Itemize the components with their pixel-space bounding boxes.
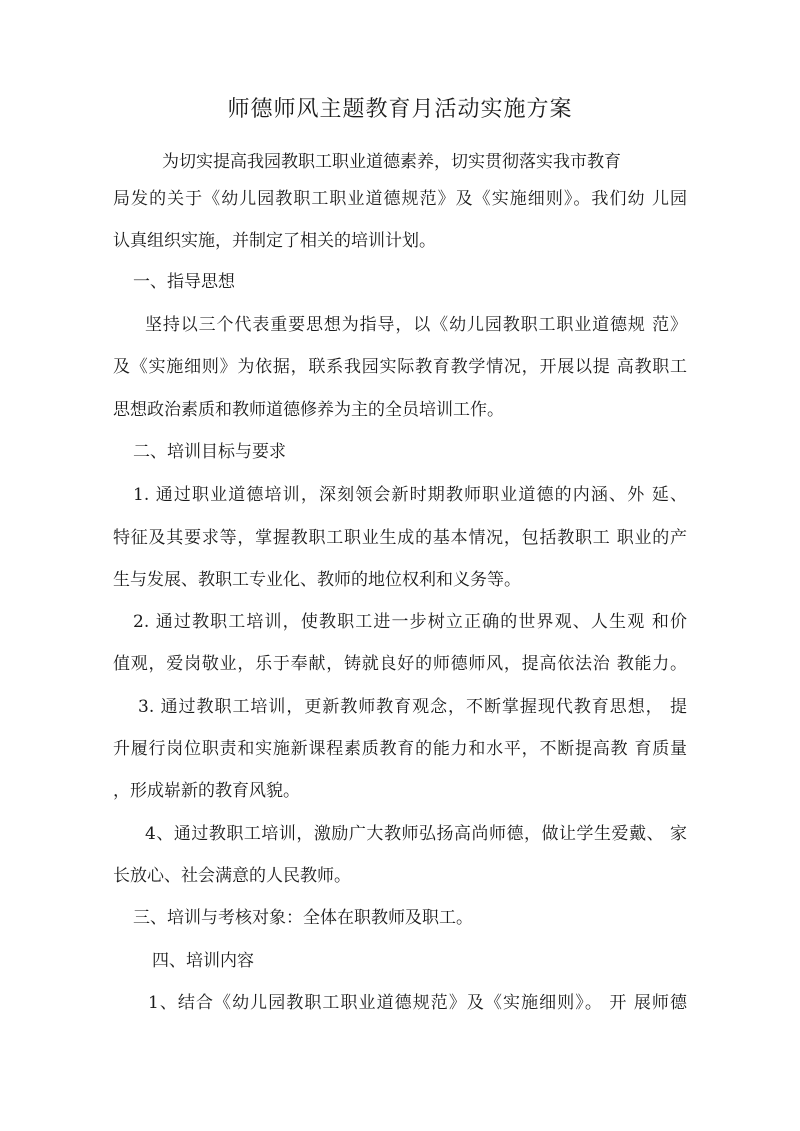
intro-line-1: 为切实提高我园教职工职业道德素养，切实贯彻落实我市教育 <box>162 152 621 172</box>
guiding-line-1: 坚持以三个代表重要思想为指导，以《幼儿园教职工职业道德规 范》 <box>145 315 687 335</box>
guiding-line-3: 思想政治素质和教师道德修养为主的全员培训工作。 <box>113 400 504 420</box>
goal-2-line-1: 2. 通过教职工培训，使教职工进一步树立正确的世界观、人生观 和价 <box>133 612 687 632</box>
goal-4-line-2: 长放心、社会满意的人民教师。 <box>113 866 351 886</box>
section-heading-training-goals: 二、培训目标与要求 <box>133 442 286 462</box>
document-title: 师德师风主题教育月活动实施方案 <box>227 97 573 122</box>
guiding-line-2: 及《实施细则》为依据，联系我园实际教育教学情况，开展以提 高教职工 <box>113 357 687 377</box>
intro-line-2: 局发的关于《幼儿园教职工职业道德规范》及《实施细则》。我们幼 儿园 <box>113 189 687 209</box>
goal-3-line-2: 升履行岗位职责和实施新课程素质教育的能力和水平，不断提高教 育质量 <box>113 739 687 759</box>
intro-line-3: 认真组织实施，并制定了相关的培训计划。 <box>113 231 436 251</box>
goal-2-line-2: 值观，爱岗敬业，乐于奉献，铸就良好的师德师风，提高依法治 教能力。 <box>113 654 687 674</box>
content-1-line-1: 1、结合《幼儿园教职工职业道德规范》及《实施细则》。 开 展师德 <box>148 993 687 1013</box>
goal-1-line-2: 特征及其要求等，掌握教职工职业生成的基本情况，包括教职工 职业的产 <box>113 528 687 548</box>
goal-4-line-1: 4、通过教职工培训，激励广大教师弘扬高尚师德，做让学生爱戴、 家 <box>145 824 687 844</box>
goal-1-line-1: 1. 通过职业道德培训，深刻领会新时期教师职业道德的内涵、外 延、 <box>133 485 687 505</box>
goal-3-line-1: 3. 通过教职工培训，更新教师教育观念，不断掌握现代教育思想， 提 <box>138 697 687 717</box>
goal-1-line-3: 生与发展、教职工专业化、教师的地位权利和义务等。 <box>113 570 521 590</box>
section-heading-training-content: 四、培训内容 <box>152 951 254 971</box>
goal-3-line-3: ，形成崭新的教育风貌。 <box>113 781 300 801</box>
section-heading-training-targets: 三、培训与考核对象：全体在职教师及职工。 <box>133 908 473 928</box>
section-heading-guiding-ideology: 一、指导思想 <box>133 272 235 292</box>
